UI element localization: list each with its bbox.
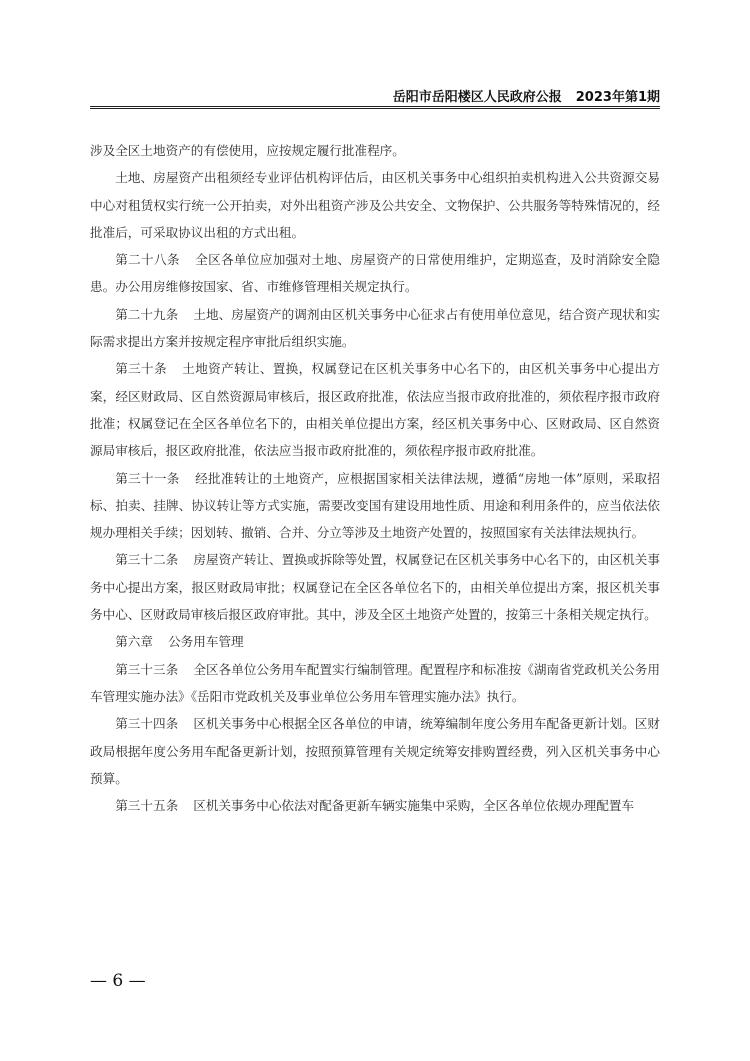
- page-number: — 6 —: [90, 971, 146, 991]
- article-31: 第三十一条 经批准转让的土地资产，应根据国家相关法律法规，遵循“房地一体”原则，采取招标、拍卖、挂牌、协议转让等方式实施，需要改变国有建设用地性质、用途和利用条件的，应当依法依规办理相关手续；因划转、撤销、合并、分立等涉及土地资产处置的，按照国家有关法律法规执行。: [90, 470, 660, 541]
- article-label: 第二十八条: [115, 252, 180, 268]
- page-header: [90, 86, 660, 105]
- article-label: 第三十条: [115, 361, 167, 377]
- chapter-heading: 第六章 公务用车管理: [115, 634, 244, 650]
- article-label: 第三十五条: [115, 798, 179, 814]
- article-label: 第二十九条: [115, 306, 179, 322]
- article-28: 第二十八条 全区各单位应加强对土地、房屋资产的日常使用维护，定期巡查，及时消除安全隐患。办公用房维修按国家、省、市维修管理相关规定执行。: [90, 252, 661, 295]
- article-33: 第三十三条 全区各单位公务用车配置实行编制管理。配置程序和标准按《湖南省党政机关公务用车管理实施办法》《岳阳市党政机关及事业单位公务用车管理实施办法》执行。: [90, 661, 661, 704]
- article-32: 第三十二条 房屋资产转让、置换或拆除等处置，权属登记在区机关事务中心名下的，由区机关事务中心提出方案，报区财政局审批；权属登记在全区各单位名下的，由相关单位提出方案，报区机关事务中心、区财政局审核后报区政府审批。其中，涉及全区土地资产处置的，按第三十条相关规定执行。: [90, 552, 661, 623]
- paragraph: 涉及全区土地资产的有偿使用，应按规定履行批准程序。: [90, 143, 405, 158]
- issue-number: 2023年第1期: [575, 90, 660, 105]
- article-label: 第三十四条: [115, 716, 179, 732]
- header-rule-bottom: [90, 108, 660, 109]
- article-label: 第三十二条: [115, 552, 179, 568]
- chapter-label: 第六章: [115, 634, 153, 650]
- publication-title: 岳阳市岳阳楼区人民政府公报: [392, 90, 562, 105]
- article-label: 第三十一条: [115, 470, 180, 486]
- article-label: 第三十三条: [115, 661, 179, 677]
- article-30: 第三十条 土地资产转让、置换，权属登记在区机关事务中心名下的，由区机关事务中心提出方案，经区财政局、区自然资源局审核后，报区政府批准，依法应当报市政府批准的，须依程序报市政府批准；权属登记在全区各单位名下的，由相关单位提出方案，经区机关事务中心、区财政局、区自然资源局审核后，报区政府批准，依法应当报市政府批准的，须依程序报市政府批准。: [90, 361, 661, 459]
- article-29: 第二十九条 土地、房屋资产的调剂由区机关事务中心征求占有使用单位意见，结合资产现状和实际需求提出方案并按规定程序审批后组织实施。: [90, 306, 661, 350]
- article-35: 第三十五条 区机关事务中心依法对配备更新车辆实施集中采购，全区各单位依规办理配置车: [115, 798, 635, 814]
- article-34: 第三十四条 区机关事务中心根据全区各单位的申请，统筹编制年度公务用车配备更新计划。区财政局根据年度公务用车配备更新计划，按照预算管理有关规定统筹安排购置经费，列入区机关事务中心预算。: [90, 716, 661, 786]
- document-body: [90, 137, 660, 819]
- paragraph: 土地、房屋资产出租须经专业评估机构评估后，由区机关事务中心组织拍卖机构进入公共资源交易中心对租赁权实行统一公开拍卖，对外出租资产涉及公共安全、文物保护、公共服务等特殊情况的，经批准后，可采取协议出租的方式出租。: [90, 170, 660, 240]
- header-rule-top: [90, 106, 660, 107]
